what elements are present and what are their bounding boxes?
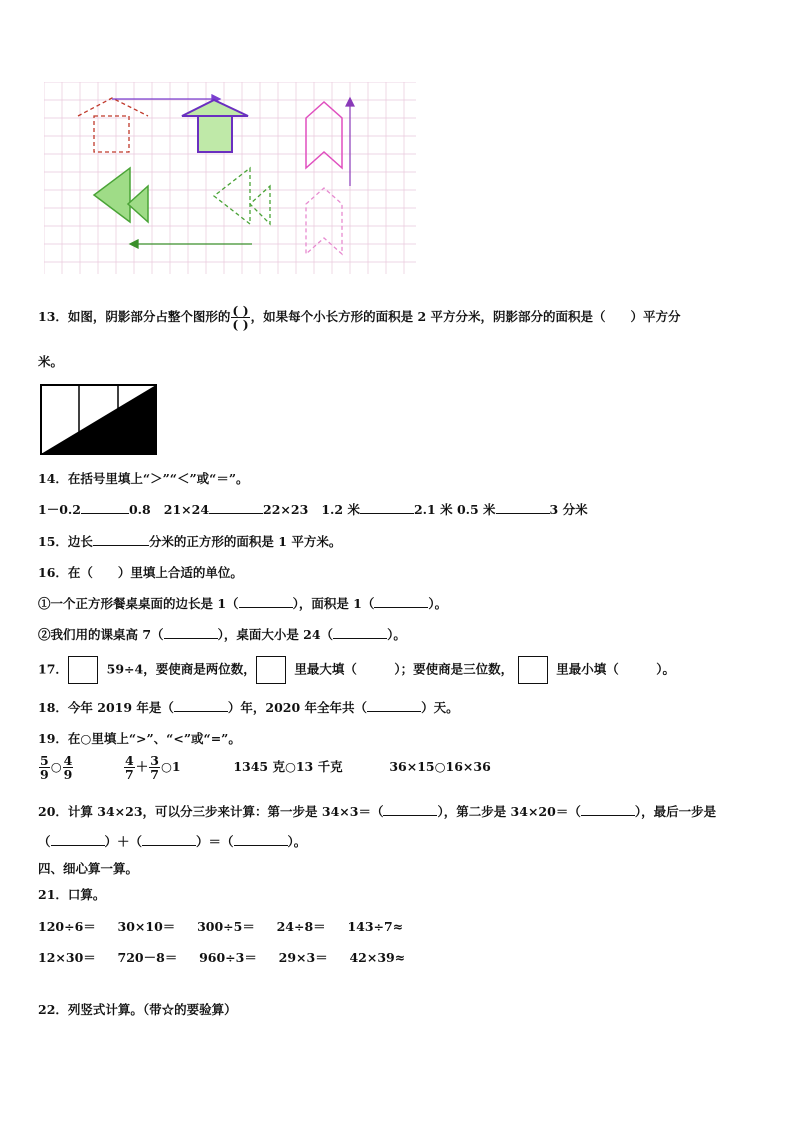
q14-item: 1.2 米	[321, 502, 360, 517]
answer-blank[interactable]	[581, 803, 635, 816]
numerator: 4	[125, 753, 134, 768]
q14-item: 3 分米	[549, 502, 588, 517]
q15-question	[38, 532, 341, 550]
answer-blank[interactable]	[333, 626, 387, 639]
q16-line2	[38, 625, 406, 643]
q13-frac-bottom: ( )	[232, 317, 249, 332]
numerator: 5	[40, 753, 49, 768]
section-heading: 四、细心算一算。	[38, 861, 139, 876]
number-one: 1	[171, 759, 181, 774]
q21-row2	[38, 948, 405, 966]
answer-blank[interactable]	[81, 501, 129, 514]
q14-number: 14．	[38, 471, 68, 486]
q18-text-a: 今年 2019 年是（	[67, 700, 174, 715]
calc-item: 120÷6＝	[38, 919, 96, 934]
q19-text: 在○里填上“>”、“<”或“=”。	[67, 731, 241, 746]
q14-item: 0.5 米	[456, 502, 496, 517]
q22-text: 列竖式计算。（带☆的要验算）	[67, 1002, 237, 1017]
numerator: 4	[63, 753, 73, 768]
q20-line2-d: ）。	[287, 834, 307, 849]
q20-line2-c: ）＝（	[196, 834, 234, 849]
calc-item: 42×39≈	[349, 950, 406, 965]
q14-items	[38, 500, 588, 518]
answer-box[interactable]	[518, 656, 548, 684]
q19-expressions	[38, 754, 491, 781]
shaded-rectangle-figure	[40, 384, 158, 456]
q16-line2-c: ）。	[387, 627, 406, 642]
answer-blank[interactable]	[239, 595, 293, 608]
answer-blank[interactable]	[374, 595, 428, 608]
q21-row1	[38, 917, 403, 935]
q19-number: 19．	[38, 731, 68, 746]
answer-blank[interactable]	[383, 803, 437, 816]
answer-blank[interactable]	[496, 501, 550, 514]
q16-number: 16．	[38, 565, 68, 580]
pink-chevron-shape	[306, 102, 342, 168]
q14-item: 2.1 米	[413, 502, 453, 517]
q16-question	[38, 563, 243, 581]
q16-line1	[38, 594, 447, 612]
calc-item: 29×3＝	[278, 950, 328, 965]
answer-blank[interactable]	[209, 501, 263, 514]
q13-text-a: 如图，阴影部分占整个图形的	[67, 309, 231, 324]
q13-frac-top: ( )	[232, 303, 249, 318]
q18-text-c: ）天。	[421, 700, 459, 715]
right-arrow-purple	[112, 95, 220, 103]
denominator: 9	[40, 767, 49, 782]
q20-line2	[38, 832, 306, 850]
q13-number: 13．	[38, 309, 68, 324]
q20-line2-b: ）＋（	[104, 834, 143, 849]
green-triangles-shape	[94, 168, 148, 222]
q18-number: 18．	[38, 700, 68, 715]
answer-blank[interactable]	[51, 833, 105, 846]
q20-line1-c: ），最后一步是	[634, 804, 717, 819]
up-arrow	[346, 98, 354, 186]
q16-line1-a: ①一个正方形餐桌桌面的边长是 1（	[38, 596, 239, 611]
q21-question	[38, 885, 105, 903]
q17-number: 17．	[38, 661, 68, 677]
answer-blank[interactable]	[367, 699, 421, 712]
q17-text-1: 59÷4，要使商是两位数，	[106, 661, 256, 677]
q13-line1	[38, 304, 681, 331]
q14-item: 22×23	[263, 502, 309, 517]
q19-question	[38, 729, 241, 747]
q20-line2-a: （	[38, 834, 51, 849]
calc-item: 143÷7≈	[347, 919, 404, 934]
q17-text-2: 里最大填（ ）；要使商是三位数，	[294, 661, 514, 677]
q19-expr-4: 36×15○16×36	[389, 759, 491, 774]
q17-question	[38, 656, 675, 684]
answer-blank[interactable]	[93, 533, 149, 546]
answer-blank[interactable]	[142, 833, 196, 846]
denominator: 7	[150, 767, 159, 782]
fraction	[149, 754, 160, 781]
calc-item: 30×10＝	[117, 919, 176, 934]
plus-sign: ＋	[135, 759, 149, 774]
q21-number: 21．	[38, 887, 68, 902]
denominator: 7	[125, 767, 134, 782]
q14-item: 1－0.2	[38, 502, 81, 517]
calc-item: 960÷3＝	[199, 950, 257, 965]
q19-expr-3: 1345 克○13 千克	[233, 759, 343, 774]
q20-line1-a: 计算 34×23，可以分三步来计算：第一步是 34×3＝（	[67, 804, 384, 819]
compare-circle[interactable]: ○	[160, 759, 172, 774]
calc-item: 300÷5＝	[197, 919, 255, 934]
answer-blank[interactable]	[234, 833, 288, 846]
q22-question	[38, 1000, 237, 1018]
answer-blank[interactable]	[164, 626, 218, 639]
q16-text: 在（ ）里填上合适的单位。	[67, 565, 243, 580]
dashed-house-shape	[78, 98, 148, 152]
q14-text: 在括号里填上“＞”“＜”或“＝”。	[67, 471, 249, 486]
q20-line1	[38, 802, 716, 820]
q13-fraction	[231, 304, 249, 331]
q15-text-a: 边长	[67, 534, 93, 549]
answer-box[interactable]	[68, 656, 98, 684]
q15-text-b: 分米的正方形的面积是 1 平方米。	[148, 534, 342, 549]
calc-item: 720－8＝	[117, 950, 178, 965]
q14-question	[38, 469, 249, 487]
q14-item: 0.8	[128, 502, 151, 517]
q21-text: 口算。	[67, 887, 106, 902]
answer-blank[interactable]	[360, 501, 414, 514]
q13-line2: 米。	[38, 354, 64, 369]
q20-line1-b: ），第二步是 34×20＝（	[437, 804, 581, 819]
fraction	[39, 754, 50, 781]
q20-number: 20．	[38, 804, 68, 819]
answer-box[interactable]	[256, 656, 286, 684]
translation-grid-figure	[44, 82, 416, 274]
solid-house-shape	[182, 100, 248, 152]
q16-line1-c: ）。	[428, 596, 448, 611]
fraction	[124, 754, 135, 781]
q13-text-b: ，如果每个小长方形的面积是 2 平方分米，阴影部分的面积是（ ）平方分	[250, 309, 681, 324]
fraction	[63, 754, 74, 781]
left-arrow-green	[130, 240, 252, 248]
numerator: 3	[150, 753, 159, 768]
q18-text-b: ）年，2020 年全年共（	[227, 700, 368, 715]
q17-text-3: 里最小填（ ）。	[556, 661, 676, 677]
q16-line2-b: ），桌面大小是 24（	[217, 627, 334, 642]
q15-number: 15．	[38, 534, 68, 549]
compare-circle[interactable]: ○	[50, 759, 62, 774]
calc-item: 12×30＝	[38, 950, 96, 965]
q16-line1-b: ），面积是 1（	[292, 596, 375, 611]
calc-item: 24÷8＝	[276, 919, 326, 934]
q18-question	[38, 698, 459, 716]
denominator: 9	[63, 767, 73, 782]
q16-line2-a: ②我们用的课桌高 7（	[38, 627, 164, 642]
q22-number: 22．	[38, 1002, 68, 1017]
answer-blank[interactable]	[174, 699, 228, 712]
q14-item: 21×24	[163, 502, 210, 517]
